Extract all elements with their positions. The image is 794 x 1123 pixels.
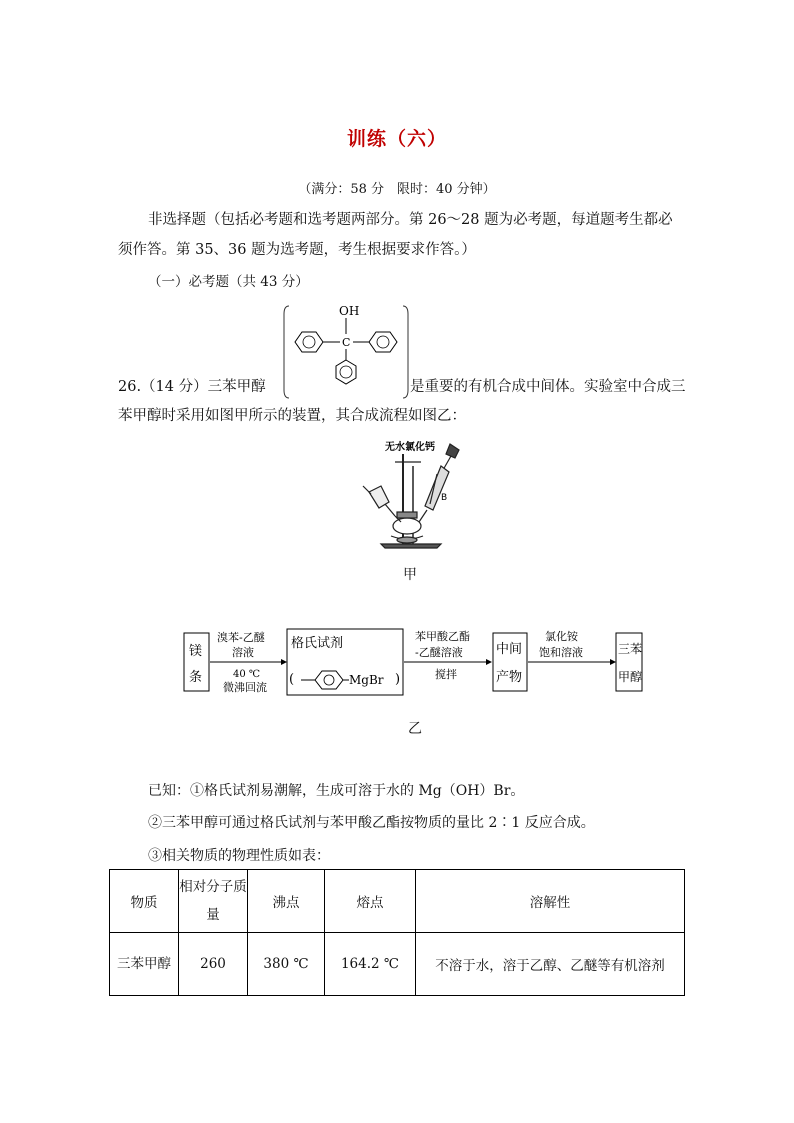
flow-reagent-title: 格氏试剂 — [291, 636, 344, 651]
properties-table — [109, 869, 685, 996]
flow-arrow1-bottom-1: 40 ℃ — [233, 669, 261, 680]
apparatus-label-top: 无水氯化钙 — [385, 442, 435, 453]
phenyl-ring-bottom — [336, 360, 356, 384]
flow-end-line1: 三苯 — [618, 642, 643, 656]
intro-paragraph: 非选择题（包括必考题和选考题两部分。第 26～28 题为必考题，每道题考生都必须作答。第 35、36 题为选考题，考生根据要求作答。） — [118, 212, 673, 258]
flow-arrow3-top-2: 饱和溶液 — [539, 646, 583, 659]
carbon-label: C — [342, 336, 351, 349]
svg-text:(: ( — [289, 672, 295, 687]
question-26-lead: 26.（14 分）三苯甲醇 — [118, 379, 266, 395]
apparatus-diagram — [355, 436, 475, 554]
known-item-2: ②三苯甲醇可通过格氏试剂与苯甲酸乙酯按物质的量比 2∶1 反应合成。 — [148, 815, 595, 831]
flow-end-line2: 甲醇 — [618, 670, 643, 684]
table-header-cell: 熔点 — [325, 870, 416, 933]
table-header-cell: 相对分子质量 — [179, 870, 248, 933]
figure-caption-yi: 乙 — [408, 721, 422, 737]
question-26-tail: 是重要的有机合成中间体。实验室中合成三 — [410, 379, 686, 395]
flow-arrow3-top-1: 氯化铵 — [545, 630, 578, 643]
table-cell: 不溶于水，溶于乙醇、乙醚等有机溶剂 — [416, 933, 685, 996]
figure-caption-jia: 甲 — [403, 567, 417, 583]
table-cell: 380 ℃ — [248, 933, 325, 996]
synthesis-flowchart — [183, 625, 643, 700]
question-26-line2: 苯甲醇时采用如图甲所示的装置，其合成流程如图乙： — [118, 408, 466, 424]
known-item-3: ③相关物质的物理性质如表： — [148, 848, 330, 864]
table-header-cell: 溶解性 — [416, 870, 685, 933]
flow-phenyl-ring — [315, 671, 343, 689]
flow-arrow2-top-2: -乙醚溶液 — [415, 646, 463, 659]
table-header-cell: 物质 — [110, 870, 179, 933]
flow-arrow1-top-2: 溶液 — [232, 646, 254, 659]
flow-middle-line1: 中间 — [496, 642, 523, 657]
table-header-cell: 沸点 — [248, 870, 325, 933]
flow-start-char2: 条 — [189, 670, 203, 685]
flow-middle-line2: 产物 — [496, 670, 523, 685]
table-row — [110, 933, 685, 996]
table-cell: 三苯甲醇 — [110, 933, 179, 996]
flow-arrow2-bottom: 搅拌 — [435, 668, 457, 681]
apparatus-label-b: B — [441, 493, 448, 503]
flow-start-char1: 镁 — [189, 644, 203, 659]
page-title: 训练（六） — [346, 128, 447, 150]
known-item-1: 已知：①格氏试剂易潮解，生成可溶于水的 Mg（OH）Br。 — [148, 783, 525, 799]
table-cell: 164.2 ℃ — [325, 933, 416, 996]
oh-label: OH — [339, 304, 360, 318]
section-heading: （一）必考题（共 43 分） — [148, 274, 309, 290]
phenyl-ring-left — [295, 332, 323, 352]
flow-arrow1-bottom-2: 微沸回流 — [223, 681, 267, 694]
table-header-row — [110, 870, 685, 933]
flow-arrow2-top-1: 苯甲酸乙酯 — [415, 630, 470, 643]
svg-text:): ) — [395, 672, 401, 687]
flow-arrow1-top-1: 溴苯-乙醚 — [217, 631, 265, 644]
triphenylmethanol-structure — [283, 302, 409, 402]
flow-reagent-formula: MgBr — [349, 673, 384, 687]
phenyl-ring-right — [369, 332, 397, 352]
exam-meta: （满分：58 分 限时：40 分钟） — [298, 182, 496, 197]
table-cell: 260 — [179, 933, 248, 996]
